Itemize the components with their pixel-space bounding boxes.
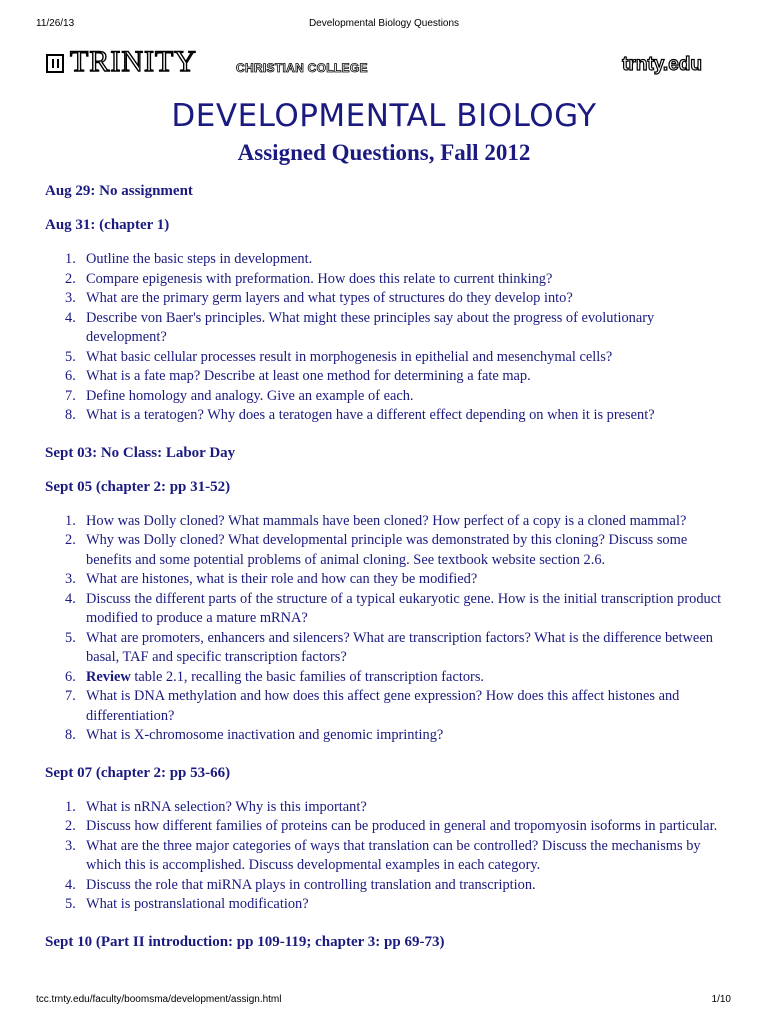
- question-number: 4.: [65, 876, 76, 893]
- section-heading: Sept 03: No Class: Labor Day: [45, 444, 236, 461]
- question-number: 8.: [65, 407, 76, 423]
- print-url: tcc.trnty.edu/faculty/boomsma/development/assign.html: [36, 994, 282, 1005]
- section-heading: Aug 31: (chapter 1): [45, 217, 170, 233]
- question-item: [45, 895, 725, 915]
- question-number: 1.: [65, 251, 76, 267]
- question-item: [45, 629, 725, 668]
- question-text: What is nRNA selection? Why is this important?: [86, 798, 367, 815]
- question-item: [45, 570, 725, 590]
- question-number: 7.: [65, 688, 76, 704]
- question-text: Describe von Baer's principles. What might these principles say about the progress of evolutionary development?: [86, 309, 655, 345]
- question-number: 3.: [65, 571, 76, 587]
- question-number: 3.: [65, 290, 76, 306]
- print-page-number: 1/10: [711, 994, 731, 1005]
- page-subtitle: Assigned Questions, Fall 2012: [237, 140, 531, 165]
- question-text: What is a fate map? Describe at least one method for determining a fate map.: [86, 368, 531, 384]
- question-item: [45, 668, 725, 688]
- question-text: [86, 669, 484, 685]
- question-number: 4.: [65, 590, 76, 607]
- question-number: 7.: [65, 387, 76, 404]
- question-list: [45, 250, 725, 426]
- question-text: Why was Dolly cloned? What developmental principle was demonstrated by this cloning? Discuss some benefits and some potential problems of animal cloning. See textbook website section 2.6.: [86, 532, 688, 568]
- question-emphasis: Review: [86, 668, 131, 685]
- section-heading: Aug 29: No assignment: [45, 183, 193, 199]
- question-item: [45, 590, 725, 629]
- question-list: [45, 512, 725, 746]
- college-logo-bar: [46, 45, 702, 80]
- question-text: Compare epigenesis with preformation. How does this relate to current thinking?: [86, 270, 553, 287]
- question-item: [45, 348, 725, 368]
- print-page-title: Developmental Biology Questions: [308, 18, 460, 29]
- question-number: 2.: [65, 818, 76, 834]
- question-text: What is postranslational modification?: [86, 896, 309, 912]
- question-text: How was Dolly cloned? What mammals have been cloned? How perfect of a copy is a cloned mammal?: [86, 512, 687, 529]
- question-rest: table 2.1, recalling the basic families of transcription factors.: [130, 668, 485, 685]
- question-number: 4.: [65, 309, 76, 326]
- question-item: [45, 270, 725, 290]
- question-text: Discuss the role that miRNA plays in controlling translation and transcription.: [86, 876, 536, 893]
- question-text: What is DNA methylation and how does this affect gene expression? How does this affect histones and differentiation?: [86, 688, 680, 724]
- question-item: [45, 406, 725, 426]
- question-item: [45, 531, 725, 570]
- section-heading: Sept 05 (chapter 2: pp 31-52): [45, 478, 231, 495]
- question-item: [45, 687, 725, 726]
- question-number: 5.: [65, 896, 76, 912]
- question-number: 1.: [65, 512, 76, 529]
- question-list: [45, 798, 725, 915]
- question-text: Outline the basic steps in development.: [86, 251, 313, 267]
- question-item: [45, 798, 725, 818]
- question-text: Define homology and analogy. Give an example of each.: [86, 387, 414, 404]
- section-heading: Sept 10 (Part II introduction: pp 109-119; chapter 3: pp 69-73): [45, 933, 445, 950]
- question-number: 5.: [65, 629, 76, 646]
- question-item: [45, 876, 725, 896]
- question-number: 8.: [65, 727, 76, 743]
- college-logo-icon: [46, 54, 64, 73]
- page-title: DEVELOPMENTAL BIOLOGY: [171, 98, 597, 134]
- question-number: 3.: [65, 837, 76, 854]
- section-heading: Sept 07 (chapter 2: pp 53-66): [45, 764, 231, 781]
- question-item: [45, 250, 725, 270]
- question-item: [45, 817, 725, 837]
- question-text: What basic cellular processes result in morphogenesis in epithelial and mesenchymal cells?: [86, 348, 613, 365]
- question-item: [45, 512, 725, 532]
- question-number: 6.: [65, 668, 76, 685]
- question-text: What are promoters, enhancers and silencers? What are transcription factors? What is the difference between basal, TAF and specific transcription factors?: [86, 629, 713, 665]
- assignment-list: [45, 182, 725, 967]
- question-text: What is X-chromosome inactivation and genomic imprinting?: [86, 727, 444, 743]
- question-text: What are the three major categories of ways that translation can be controlled? Discuss the mechanisms by which this is accomplished. Discuss developmental examples in each category.: [86, 837, 701, 873]
- question-item: [45, 726, 725, 746]
- question-number: 2.: [65, 270, 76, 287]
- college-website-link[interactable]: trnty.edu: [622, 54, 702, 75]
- question-text: What is a teratogen? Why does a teratogen have a different effect depending on when it is present?: [86, 407, 655, 423]
- question-item: [45, 387, 725, 407]
- question-number: 6.: [65, 368, 76, 384]
- question-text: Discuss how different families of proteins can be produced in general and tropomyosin isoforms in particular.: [86, 818, 718, 834]
- college-logo-subtitle: CHRISTIAN COLLEGE: [236, 61, 368, 75]
- question-item: [45, 367, 725, 387]
- question-number: 1.: [65, 798, 76, 815]
- college-logo-wordmark: TRINITY: [70, 45, 197, 78]
- question-text: What are the primary germ layers and what types of structures do they develop into?: [86, 290, 573, 306]
- question-number: 2.: [65, 532, 76, 548]
- print-date: 11/26/13: [36, 18, 75, 29]
- question-number: 5.: [65, 348, 76, 365]
- question-item: [45, 309, 725, 348]
- question-item: [45, 837, 725, 876]
- question-item: [45, 289, 725, 309]
- question-text: Discuss the different parts of the structure of a typical eukaryotic gene. How is the initial transcription product modified to produce a mature mRNA?: [86, 590, 722, 626]
- question-text: What are histones, what is their role and how can they be modified?: [86, 571, 478, 587]
